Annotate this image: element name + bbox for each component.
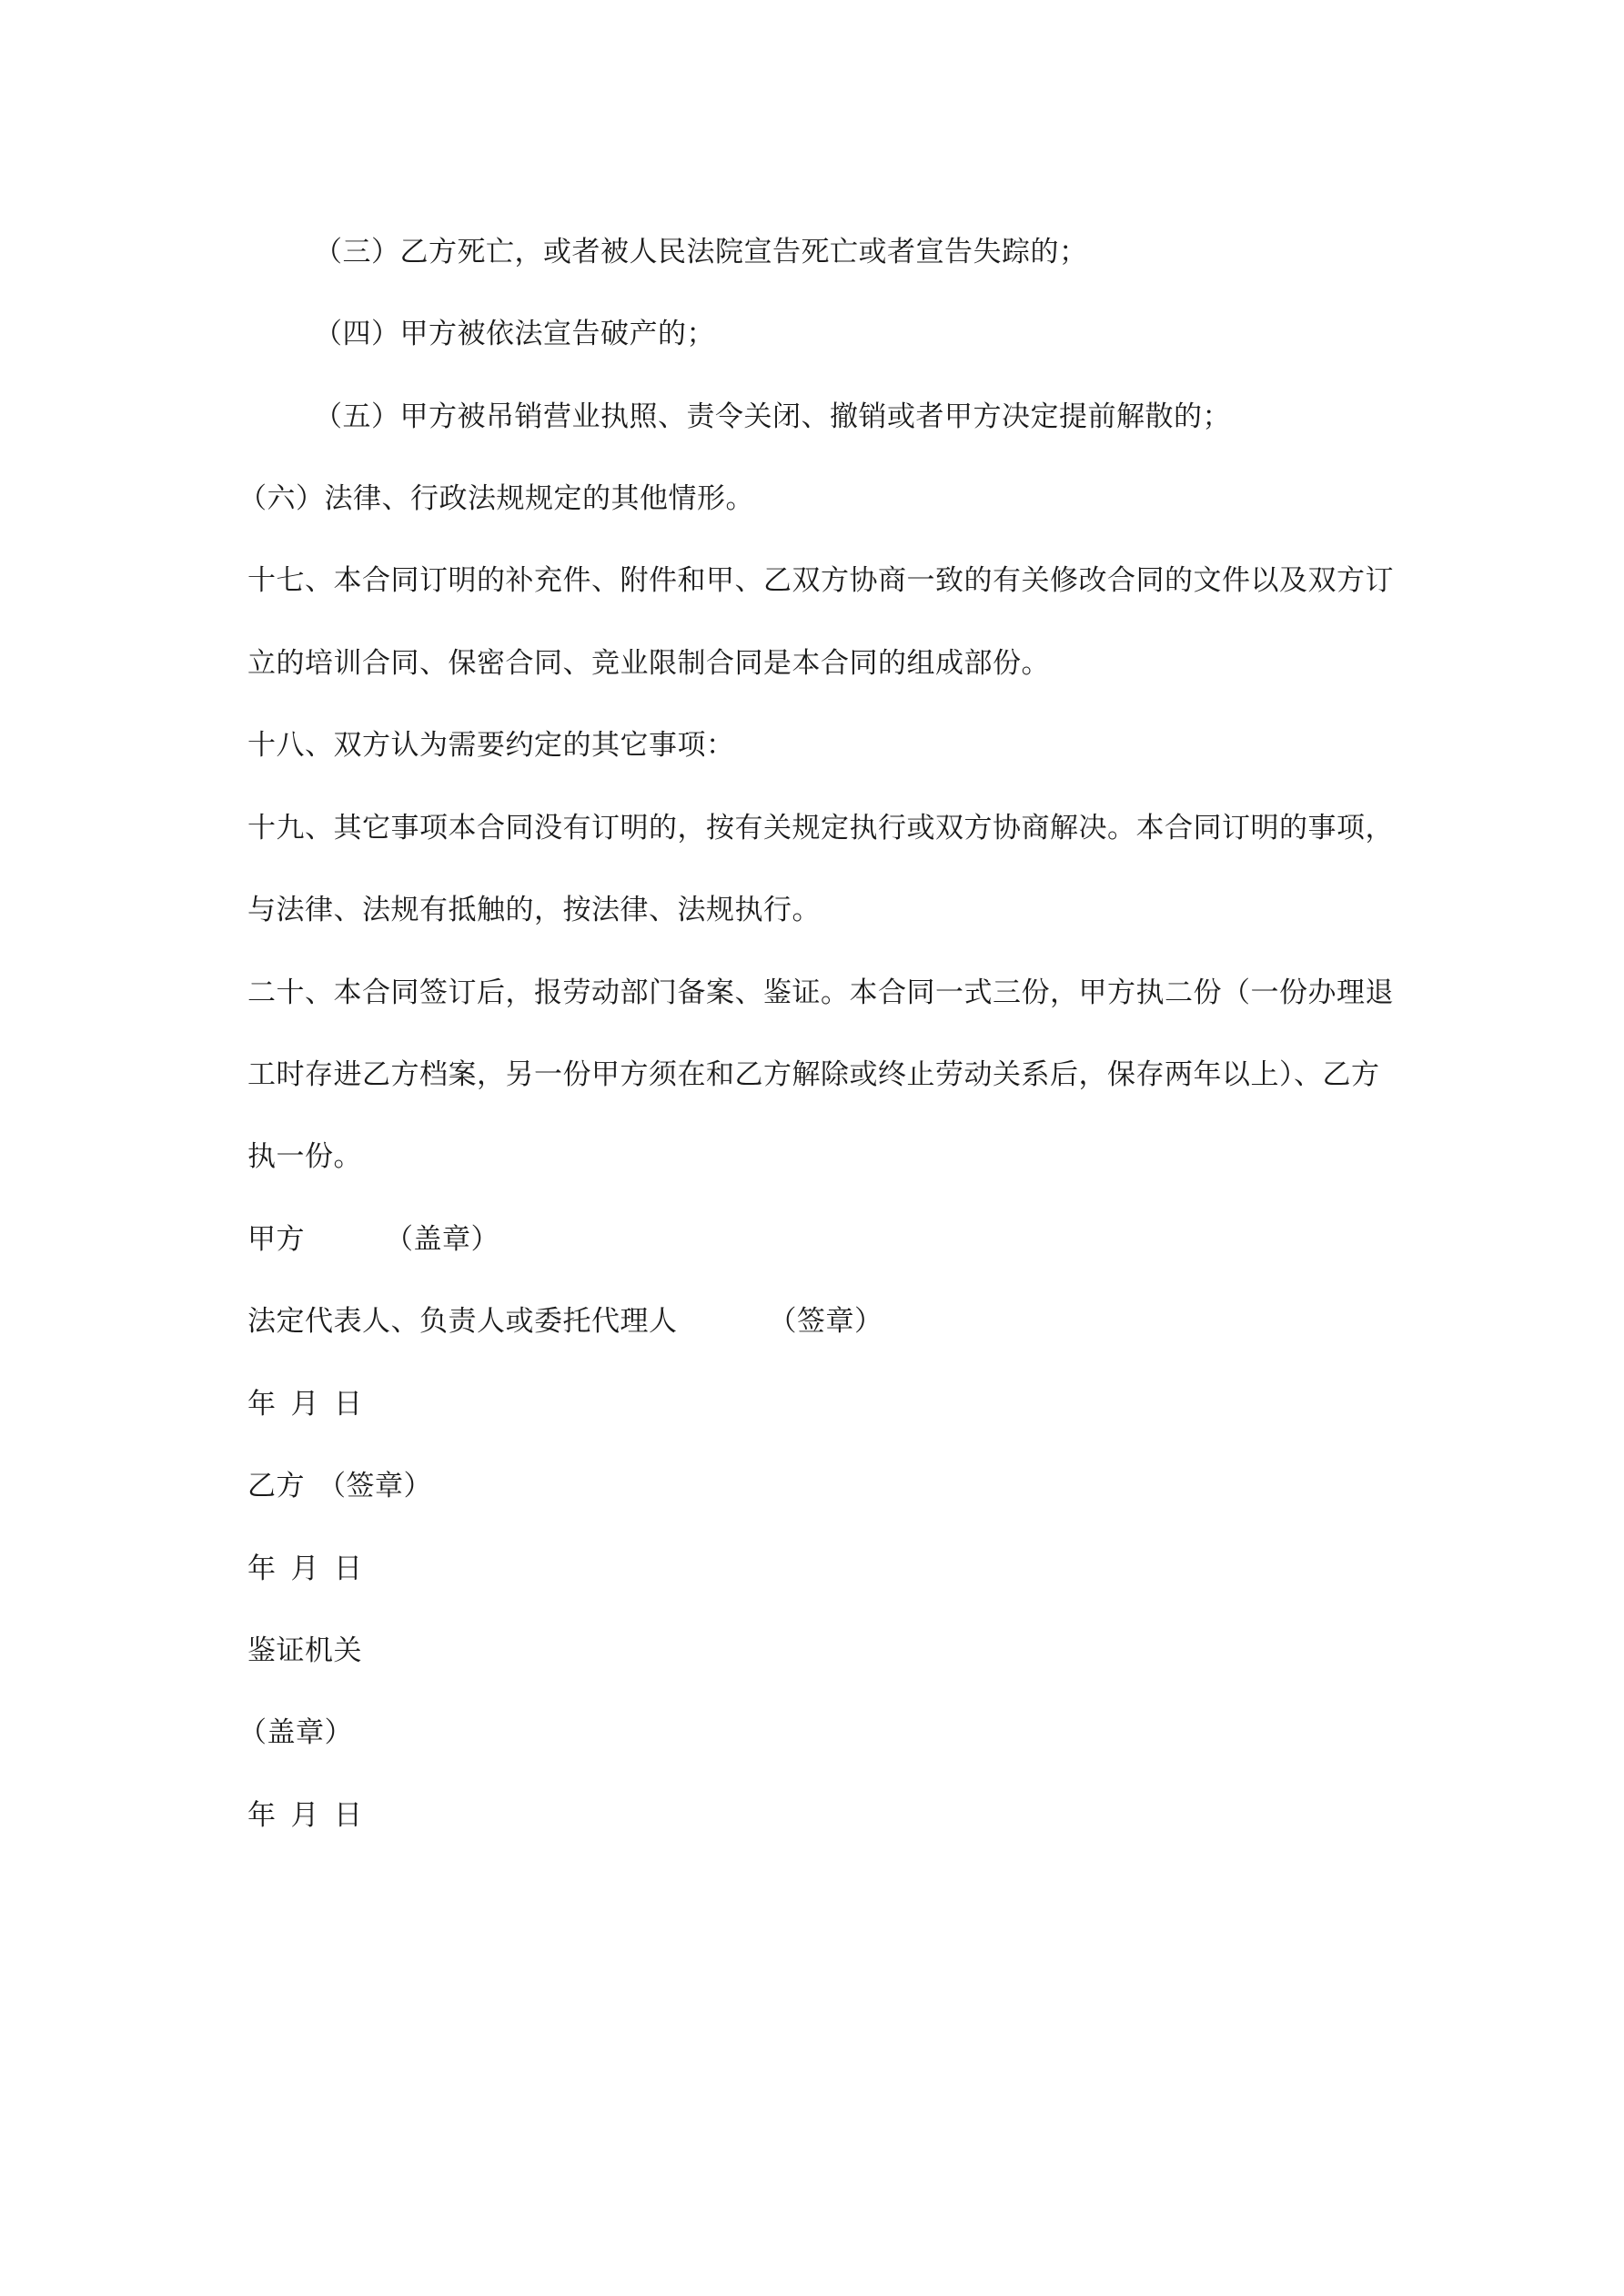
date-day: 日 [334, 1799, 363, 1832]
party-a-label: 甲方 [247, 1223, 305, 1256]
clause-20-line-3: 执一份。 [247, 1140, 362, 1173]
clause-item-5: （五）甲方被吊销营业执照、责令关闭、撤销或者甲方决定提前解散的； [314, 400, 1231, 433]
party-b-label: 乙方 [247, 1470, 305, 1502]
date-day: 日 [334, 1553, 363, 1585]
date-year: 年 [247, 1553, 277, 1585]
date-month: 月 [290, 1553, 319, 1585]
representative-seal: （签章） [768, 1305, 883, 1338]
authority-seal: （盖章） [238, 1716, 353, 1749]
party-a-signature-line [247, 1221, 499, 1258]
representative-label: 法定代表人、负责人或委托代理人 [247, 1305, 678, 1338]
date-month: 月 [290, 1388, 319, 1421]
representative-signature-line [247, 1303, 883, 1340]
date-line-2 [247, 1551, 378, 1587]
date-month: 月 [290, 1799, 319, 1832]
clause-19-line-1: 十九、其它事项本合同没有订明的，按有关规定执行或双方协商解决。本合同订明的事项， [247, 812, 1394, 845]
clause-17-line-1: 十七、本合同订明的补充件、附件和甲、乙双方协商一致的有关修改合同的文件以及双方订 [247, 564, 1394, 597]
clause-19-line-2: 与法律、法规有抵触的，按法律、法规执行。 [247, 894, 821, 926]
date-year: 年 [247, 1799, 277, 1832]
clause-item-6: （六）法律、行政法规规定的其他情形。 [238, 482, 754, 515]
date-line-3 [247, 1797, 378, 1834]
date-line-1 [247, 1386, 378, 1422]
authority-label: 鉴证机关 [247, 1634, 362, 1667]
date-day: 日 [334, 1388, 363, 1421]
party-b-seal: （签章） [318, 1470, 432, 1502]
clause-17-line-2: 立的培训合同、保密合同、竞业限制合同是本合同的组成部份。 [247, 647, 1050, 680]
party-a-seal: （盖章） [385, 1223, 499, 1256]
date-year: 年 [247, 1388, 277, 1421]
clause-item-3: （三）乙方死亡，或者被人民法院宣告死亡或者宣告失踪的； [314, 236, 1088, 268]
clause-20-line-1: 二十、本合同签订后，报劳动部门备案、鉴证。本合同一式三份，甲方执二份（一份办理退 [247, 976, 1394, 1009]
clause-18: 十八、双方认为需要约定的其它事项： [247, 729, 735, 762]
clause-item-4: （四）甲方被依法宣告破产的； [314, 318, 715, 350]
clause-20-line-2: 工时存进乙方档案，另一份甲方须在和乙方解除或终止劳动关系后，保存两年以上）、乙方 [247, 1058, 1380, 1091]
party-b-signature-line [247, 1468, 432, 1504]
